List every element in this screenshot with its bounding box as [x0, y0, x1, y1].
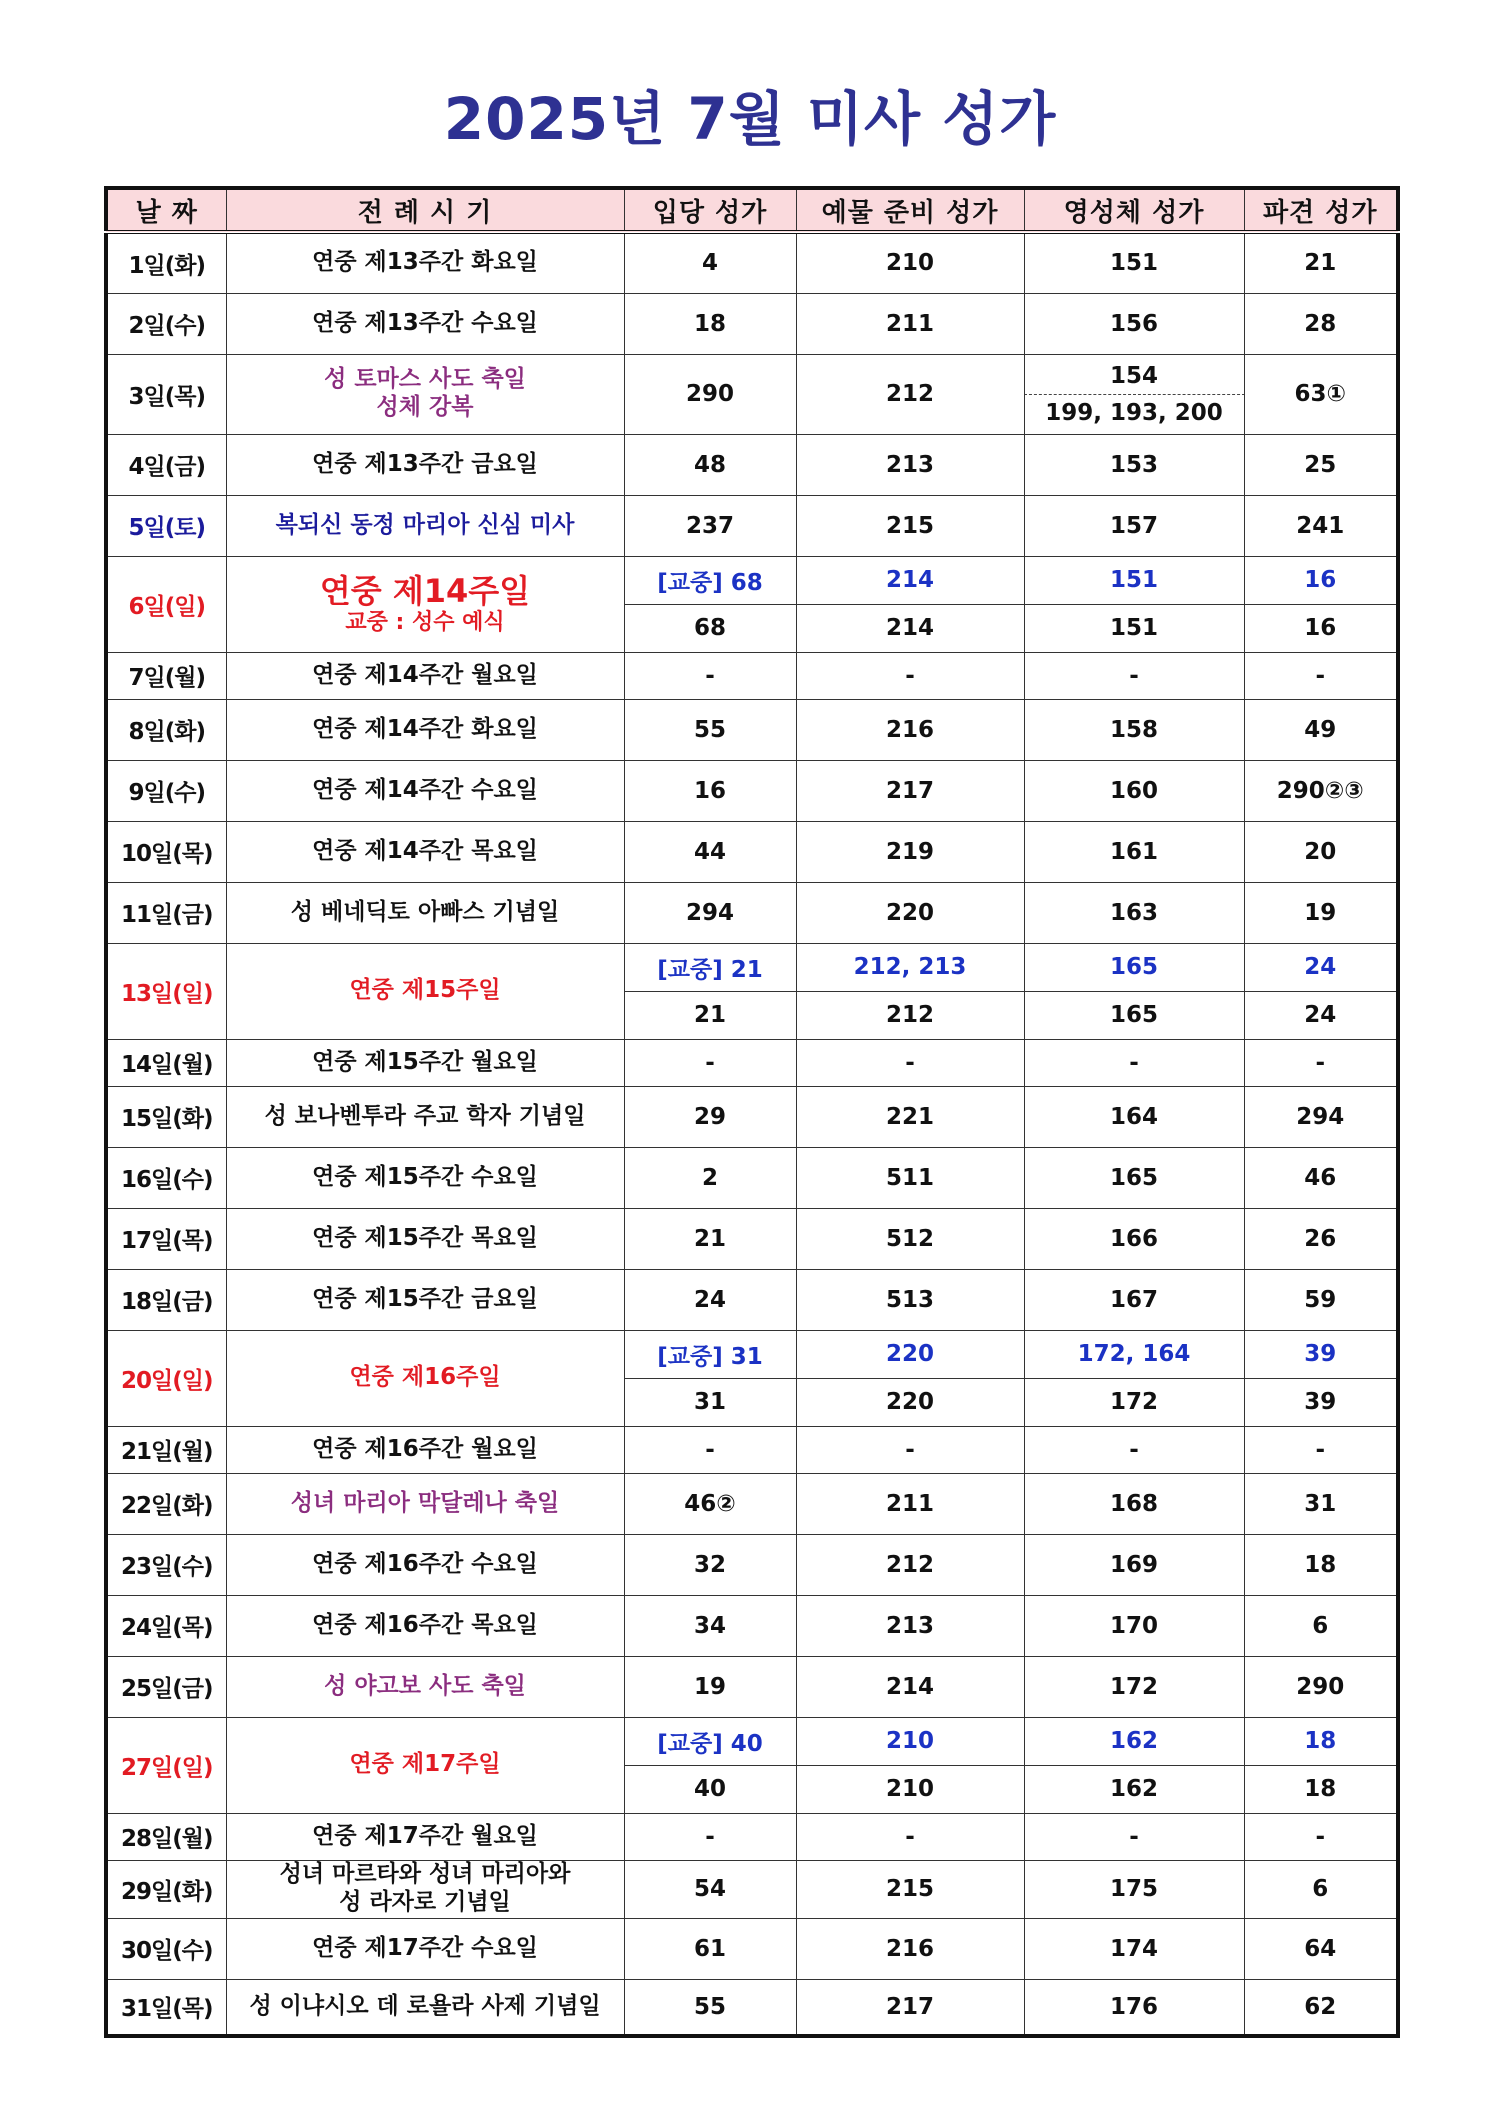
dismissal-cell: 31 — [1244, 1473, 1398, 1534]
dismissal-cell: 59 — [1244, 1269, 1398, 1330]
offertory-cell: 213 — [796, 1595, 1024, 1656]
communion-cell: 163 — [1024, 882, 1244, 943]
table-row — [106, 293, 1398, 354]
date-cell: 24일(목) — [106, 1595, 226, 1656]
season-cell: 성 보나벤투라 주교 학자 기념일 — [226, 1086, 624, 1147]
season-cell: 연중 제14주간 목요일 — [226, 821, 624, 882]
date-cell: 10일(목) — [106, 821, 226, 882]
dismissal-cell: 24 — [1244, 943, 1398, 991]
offertory-cell: 212 — [796, 354, 1024, 434]
dismissal-cell: 18 — [1244, 1534, 1398, 1595]
table-row — [106, 1534, 1398, 1595]
season-cell: 연중 제17주간 월요일 — [226, 1813, 624, 1860]
season-cell: 복되신 동정 마리아 신심 미사 — [226, 495, 624, 556]
table-row — [106, 652, 1398, 699]
dismissal-cell: 19 — [1244, 882, 1398, 943]
season-cell: 연중 제16주일 — [226, 1330, 624, 1426]
offertory-cell: 210 — [796, 232, 1024, 293]
table-row — [106, 434, 1398, 495]
entrance-cell: 68 — [624, 604, 796, 652]
offertory-cell: 212, 213 — [796, 943, 1024, 991]
offertory-cell: 217 — [796, 760, 1024, 821]
communion-cell: - — [1024, 652, 1244, 699]
header-date: 날 짜 — [106, 188, 226, 232]
offertory-cell: 217 — [796, 1979, 1024, 2036]
communion-cell: 165 — [1024, 1147, 1244, 1208]
page-title: 2025년 7월 미사 성가 — [443, 85, 1057, 153]
offertory-cell: 220 — [796, 1378, 1024, 1426]
season-cell: 연중 제16주간 목요일 — [226, 1595, 624, 1656]
date-cell: 18일(금) — [106, 1269, 226, 1330]
communion-cell: 174 — [1024, 1918, 1244, 1979]
offertory-cell: - — [796, 1039, 1024, 1086]
season-cell: 연중 제15주간 목요일 — [226, 1208, 624, 1269]
entrance-cell: 19 — [624, 1656, 796, 1717]
communion-value: 199, 193, 200 — [1045, 399, 1223, 426]
date-cell: 15일(화) — [106, 1086, 226, 1147]
season-line: 성체 강복 — [376, 394, 474, 420]
table-row — [106, 1860, 1398, 1918]
communion-cell: 158 — [1024, 699, 1244, 760]
date-cell: 13일(일) — [106, 943, 226, 1039]
date-cell: 28일(월) — [106, 1813, 226, 1860]
dismissal-cell: 49 — [1244, 699, 1398, 760]
season-title: 연중 제14주일 — [319, 571, 531, 610]
header-row — [106, 188, 1398, 232]
dismissal-cell: 290 — [1244, 1656, 1398, 1717]
offertory-cell: - — [796, 1813, 1024, 1860]
entrance-cell: 290 — [624, 354, 796, 434]
communion-cell — [1024, 354, 1244, 434]
communion-cell: 153 — [1024, 434, 1244, 495]
dismissal-cell: - — [1244, 652, 1398, 699]
communion-cell: 172, 164 — [1024, 1330, 1244, 1378]
table-row — [106, 1330, 1398, 1378]
dismissal-cell: - — [1244, 1813, 1398, 1860]
season-subtitle: 교중 : 성수 예식 — [345, 610, 505, 635]
dismissal-cell: - — [1244, 1426, 1398, 1473]
table-row — [106, 943, 1398, 991]
season-cell: 연중 제14주간 수요일 — [226, 760, 624, 821]
table-row — [106, 1086, 1398, 1147]
offertory-cell: 210 — [796, 1765, 1024, 1813]
table-row — [106, 1979, 1398, 2036]
date-cell: 27일(일) — [106, 1717, 226, 1813]
season-cell — [226, 556, 624, 652]
table-row — [106, 1039, 1398, 1086]
offertory-cell: 211 — [796, 1473, 1024, 1534]
offertory-cell: 212 — [796, 991, 1024, 1039]
communion-value: 154 — [1024, 363, 1245, 395]
communion-cell: 176 — [1024, 1979, 1244, 2036]
communion-cell: 156 — [1024, 293, 1244, 354]
entrance-cell: [교중] 68 — [624, 556, 796, 604]
table-row — [106, 232, 1398, 293]
entrance-cell: 48 — [624, 434, 796, 495]
date-cell: 25일(금) — [106, 1656, 226, 1717]
season-cell: 연중 제13주간 금요일 — [226, 434, 624, 495]
entrance-cell: 44 — [624, 821, 796, 882]
date-cell: 30일(수) — [106, 1918, 226, 1979]
dismissal-cell: 46 — [1244, 1147, 1398, 1208]
date-cell: 29일(화) — [106, 1860, 226, 1918]
season-cell: 연중 제15주간 금요일 — [226, 1269, 624, 1330]
season-cell: 성 베네딕토 아빠스 기념일 — [226, 882, 624, 943]
communion-cell: - — [1024, 1426, 1244, 1473]
communion-cell: 170 — [1024, 1595, 1244, 1656]
communion-cell: - — [1024, 1813, 1244, 1860]
table-row — [106, 1208, 1398, 1269]
offertory-cell: 215 — [796, 495, 1024, 556]
date-cell: 4일(금) — [106, 434, 226, 495]
date-cell: 8일(화) — [106, 699, 226, 760]
communion-cell: 169 — [1024, 1534, 1244, 1595]
offertory-cell: 513 — [796, 1269, 1024, 1330]
entrance-cell: 61 — [624, 1918, 796, 1979]
communion-cell: 162 — [1024, 1717, 1244, 1765]
communion-cell: 172 — [1024, 1378, 1244, 1426]
header-season: 전 례 시 기 — [226, 188, 624, 232]
communion-cell: 151 — [1024, 556, 1244, 604]
entrance-cell: - — [624, 1426, 796, 1473]
offertory-cell: 216 — [796, 1918, 1024, 1979]
offertory-cell: 212 — [796, 1534, 1024, 1595]
entrance-cell: 34 — [624, 1595, 796, 1656]
table-row — [106, 1717, 1398, 1765]
communion-cell: - — [1024, 1039, 1244, 1086]
season-cell: 연중 제17주일 — [226, 1717, 624, 1813]
offertory-cell: 211 — [796, 293, 1024, 354]
dismissal-cell: 20 — [1244, 821, 1398, 882]
date-cell: 5일(토) — [106, 495, 226, 556]
entrance-cell: 54 — [624, 1860, 796, 1918]
season-cell — [226, 354, 624, 434]
dismissal-cell: 290②③ — [1244, 760, 1398, 821]
table-row — [106, 699, 1398, 760]
entrance-cell: 55 — [624, 1979, 796, 2036]
entrance-cell: 16 — [624, 760, 796, 821]
date-cell: 21일(월) — [106, 1426, 226, 1473]
date-cell: 6일(일) — [106, 556, 226, 652]
entrance-cell: [교중] 31 — [624, 1330, 796, 1378]
offertory-cell: 214 — [796, 556, 1024, 604]
season-cell: 연중 제14주간 월요일 — [226, 652, 624, 699]
entrance-cell: - — [624, 1039, 796, 1086]
entrance-cell: 40 — [624, 1765, 796, 1813]
offertory-cell: 512 — [796, 1208, 1024, 1269]
season-cell: 연중 제14주간 화요일 — [226, 699, 624, 760]
communion-cell: 168 — [1024, 1473, 1244, 1534]
offertory-cell: 220 — [796, 1330, 1024, 1378]
season-line: 성녀 마르타와 성녀 마리아와 — [279, 1861, 571, 1888]
dismissal-cell: 62 — [1244, 1979, 1398, 2036]
communion-cell: 167 — [1024, 1269, 1244, 1330]
season-cell: 연중 제15주일 — [226, 943, 624, 1039]
date-cell: 23일(수) — [106, 1534, 226, 1595]
dismissal-cell: 39 — [1244, 1330, 1398, 1378]
date-cell: 31일(목) — [106, 1979, 226, 2036]
season-cell: 연중 제16주간 수요일 — [226, 1534, 624, 1595]
hymn-schedule-table — [104, 186, 1400, 2038]
dismissal-cell: 18 — [1244, 1717, 1398, 1765]
dismissal-cell: 25 — [1244, 434, 1398, 495]
header-dismissal: 파견 성가 — [1244, 188, 1398, 232]
communion-cell: 160 — [1024, 760, 1244, 821]
entrance-cell: 29 — [624, 1086, 796, 1147]
table-row — [106, 1269, 1398, 1330]
header-entrance: 입당 성가 — [624, 188, 796, 232]
table-row — [106, 495, 1398, 556]
dismissal-cell: 63① — [1244, 354, 1398, 434]
communion-cell: 161 — [1024, 821, 1244, 882]
offertory-cell: 214 — [796, 1656, 1024, 1717]
communion-cell: 151 — [1024, 604, 1244, 652]
header-offertory: 예물 준비 성가 — [796, 188, 1024, 232]
season-cell: 연중 제15주간 월요일 — [226, 1039, 624, 1086]
date-cell: 2일(수) — [106, 293, 226, 354]
entrance-cell: 32 — [624, 1534, 796, 1595]
dismissal-cell: 18 — [1244, 1765, 1398, 1813]
date-cell: 9일(수) — [106, 760, 226, 821]
dismissal-cell: 28 — [1244, 293, 1398, 354]
season-cell: 연중 제16주간 월요일 — [226, 1426, 624, 1473]
table-row — [106, 1656, 1398, 1717]
season-line: 성 토마스 사도 축일 — [324, 366, 526, 393]
table-row — [106, 821, 1398, 882]
dismissal-cell: 24 — [1244, 991, 1398, 1039]
season-cell: 성 야고보 사도 축일 — [226, 1656, 624, 1717]
offertory-cell: - — [796, 1426, 1024, 1473]
table-row — [106, 1595, 1398, 1656]
table-row — [106, 556, 1398, 604]
table-row — [106, 1813, 1398, 1860]
dismissal-cell: 6 — [1244, 1860, 1398, 1918]
season-cell: 성 이냐시오 데 로욜라 사제 기념일 — [226, 1979, 624, 2036]
offertory-cell: 215 — [796, 1860, 1024, 1918]
offertory-cell: 219 — [796, 821, 1024, 882]
offertory-cell: 220 — [796, 882, 1024, 943]
table-row — [106, 354, 1398, 434]
entrance-cell: 237 — [624, 495, 796, 556]
dismissal-cell: 6 — [1244, 1595, 1398, 1656]
communion-cell: 157 — [1024, 495, 1244, 556]
entrance-cell: 21 — [624, 991, 796, 1039]
entrance-cell: 294 — [624, 882, 796, 943]
date-cell: 1일(화) — [106, 232, 226, 293]
entrance-cell: 21 — [624, 1208, 796, 1269]
dismissal-cell: - — [1244, 1039, 1398, 1086]
communion-cell: 166 — [1024, 1208, 1244, 1269]
offertory-cell: - — [796, 652, 1024, 699]
date-cell: 20일(일) — [106, 1330, 226, 1426]
offertory-cell: 216 — [796, 699, 1024, 760]
entrance-cell: - — [624, 1813, 796, 1860]
offertory-cell: 210 — [796, 1717, 1024, 1765]
entrance-cell: [교중] 40 — [624, 1717, 796, 1765]
offertory-cell: 214 — [796, 604, 1024, 652]
dismissal-cell: 26 — [1244, 1208, 1398, 1269]
entrance-cell: 31 — [624, 1378, 796, 1426]
date-cell: 22일(화) — [106, 1473, 226, 1534]
communion-cell: 175 — [1024, 1860, 1244, 1918]
entrance-cell: 24 — [624, 1269, 796, 1330]
dismissal-cell: 16 — [1244, 556, 1398, 604]
season-line: 성 라자로 기념일 — [339, 1889, 511, 1915]
season-cell: 성녀 마리아 막달레나 축일 — [226, 1473, 624, 1534]
season-cell: 연중 제13주간 수요일 — [226, 293, 624, 354]
table-row — [106, 1147, 1398, 1208]
date-cell: 7일(월) — [106, 652, 226, 699]
dismissal-cell: 294 — [1244, 1086, 1398, 1147]
table-row — [106, 1426, 1398, 1473]
offertory-cell: 511 — [796, 1147, 1024, 1208]
communion-cell: 165 — [1024, 991, 1244, 1039]
entrance-cell: 46② — [624, 1473, 796, 1534]
season-cell: 연중 제13주간 화요일 — [226, 232, 624, 293]
entrance-cell: 4 — [624, 232, 796, 293]
entrance-cell: [교중] 21 — [624, 943, 796, 991]
communion-cell: 164 — [1024, 1086, 1244, 1147]
offertory-cell: 213 — [796, 434, 1024, 495]
communion-cell: 172 — [1024, 1656, 1244, 1717]
communion-cell: 165 — [1024, 943, 1244, 991]
season-cell: 연중 제15주간 수요일 — [226, 1147, 624, 1208]
dismissal-cell: 241 — [1244, 495, 1398, 556]
entrance-cell: - — [624, 652, 796, 699]
dismissal-cell: 64 — [1244, 1918, 1398, 1979]
table-row — [106, 760, 1398, 821]
entrance-cell: 55 — [624, 699, 796, 760]
entrance-cell: 18 — [624, 293, 796, 354]
season-cell: 연중 제17주간 수요일 — [226, 1918, 624, 1979]
table-row — [106, 882, 1398, 943]
communion-cell: 162 — [1024, 1765, 1244, 1813]
date-cell: 11일(금) — [106, 882, 226, 943]
date-cell: 16일(수) — [106, 1147, 226, 1208]
dismissal-cell: 39 — [1244, 1378, 1398, 1426]
season-cell — [226, 1860, 624, 1918]
dismissal-cell: 21 — [1244, 232, 1398, 293]
table-row — [106, 1473, 1398, 1534]
date-cell: 3일(목) — [106, 354, 226, 434]
header-communion: 영성체 성가 — [1024, 188, 1244, 232]
date-cell: 14일(월) — [106, 1039, 226, 1086]
dismissal-cell: 16 — [1244, 604, 1398, 652]
communion-cell: 151 — [1024, 232, 1244, 293]
offertory-cell: 221 — [796, 1086, 1024, 1147]
date-cell: 17일(목) — [106, 1208, 226, 1269]
table-row — [106, 1918, 1398, 1979]
entrance-cell: 2 — [624, 1147, 796, 1208]
